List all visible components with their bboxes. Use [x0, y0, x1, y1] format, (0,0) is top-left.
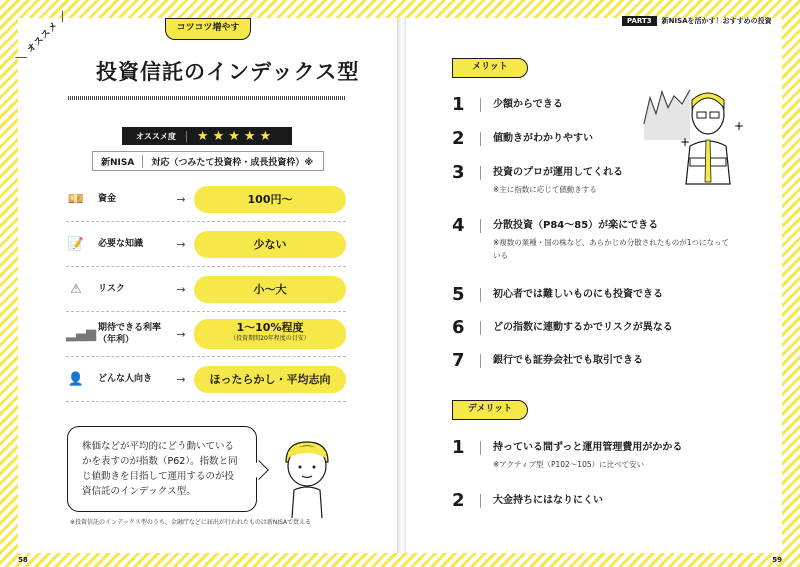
nisa-value: 対応（つみたて投資枠・成長投資枠）※ — [151, 157, 314, 168]
list-item — [452, 351, 752, 371]
item-text: 分散投資（P84〜85）が楽にできる — [493, 220, 659, 231]
attribute-row — [66, 177, 346, 222]
item-text: 持っている間ずっと運用管理費用がかかる — [493, 442, 683, 453]
bar-chart-icon: ▂▄▆ — [66, 326, 96, 342]
item-text: 大金持ちにはなりにくい — [493, 495, 603, 506]
attribute-label: リスク — [98, 284, 125, 294]
arrow-icon: → — [176, 237, 186, 251]
item-number: 6 — [452, 317, 465, 338]
list-item — [452, 216, 752, 262]
rating-label: オススメ度 — [122, 131, 187, 142]
attribute-value: 小〜大 — [194, 276, 346, 303]
list-item — [452, 163, 752, 196]
item-number: 4 — [452, 215, 465, 236]
page-title: 投資信託のインデックス型 — [96, 60, 360, 84]
attribute-value — [194, 319, 346, 349]
document-pen-icon: 📝 — [67, 236, 85, 252]
attribute-label: 期待できる利率（年利） — [98, 323, 162, 345]
person-icon: 👤 — [67, 371, 85, 387]
rating-box — [122, 127, 292, 145]
item-number: 2 — [452, 128, 465, 149]
attribute-label: 必要な知識 — [98, 239, 144, 249]
attribute-value: ほったらかし・平均志向 — [194, 366, 346, 393]
attribute-value-main: 1〜10%程度 — [236, 321, 304, 334]
item-text: 少額からできる — [493, 99, 563, 110]
list-item — [452, 318, 752, 338]
list-item — [452, 95, 752, 115]
header-title: 新NISAを活かす！おすすめの投資 — [661, 17, 772, 25]
attribute-row — [66, 222, 346, 267]
title-divider — [68, 96, 346, 100]
corner-label: ＼ オススメ ／ — [15, 9, 71, 66]
item-number: 3 — [452, 162, 465, 183]
part-badge: PART3 — [622, 16, 657, 26]
running-header — [622, 16, 772, 26]
arrow-icon: → — [176, 327, 186, 341]
attribute-value-sub: （投資期間20年程度の目安） — [230, 335, 310, 342]
speech-bubble: 株価などが平均的にどう動いているかを表すのが指数（P62）。指数と同じ値動きを目指して運用するのが投資信託のインデックス型。 — [67, 426, 257, 512]
nisa-box — [92, 151, 324, 171]
nisa-label: 新NISA — [93, 155, 143, 168]
attribute-value: 少ない — [194, 231, 346, 258]
item-number: 1 — [452, 437, 465, 458]
attribute-row — [66, 357, 346, 402]
money-icon: 💴 — [67, 191, 85, 207]
list-item — [452, 129, 752, 149]
merit-tag: メリット — [452, 58, 528, 78]
list-item — [452, 285, 752, 305]
item-text: 値動きがわかりやすい — [493, 133, 593, 144]
list-item — [452, 438, 752, 471]
attribute-table — [66, 177, 346, 402]
item-number: 2 — [452, 490, 465, 511]
item-note: ※複数の業種・国の株など、あらかじめ分散されたものが1つになっている — [493, 238, 730, 260]
item-note: ※主に指数に応じて値動きする — [493, 185, 597, 194]
page-number-right: 59 — [772, 556, 782, 564]
item-text: 初心者では難しいものにも投資できる — [493, 289, 663, 300]
attribute-value: 100円〜 — [194, 186, 346, 213]
arrow-icon: → — [176, 372, 186, 386]
item-number: 1 — [452, 94, 465, 115]
arrow-icon: → — [176, 192, 186, 206]
list-item — [452, 491, 752, 511]
attribute-row — [66, 312, 346, 357]
page-number-left: 58 — [18, 556, 28, 564]
star-rating-icon: ★★★★★ — [196, 128, 276, 144]
footnote: ※投資信託のインデックス型のうち、金融庁などに届出が行われたものは新NISAで買える — [70, 519, 312, 526]
item-text: 投資のプロが運用してくれる — [493, 167, 623, 178]
warning-icon: ⚠ — [70, 281, 82, 297]
attribute-label: どんな人向き — [98, 374, 153, 384]
attribute-label: 資金 — [98, 194, 117, 204]
character-illustration-icon — [272, 440, 342, 520]
item-text: どの指数に連動するかでリスクが異なる — [493, 322, 673, 333]
attribute-row — [66, 267, 346, 312]
category-tag: コツコツ増やす — [165, 18, 251, 40]
item-text: 銀行でも証券会社でも取引できる — [493, 355, 643, 366]
svg-text:+: + — [734, 119, 745, 133]
svg-text:+: + — [680, 135, 691, 149]
arrow-icon: → — [176, 282, 186, 296]
demerit-tag: デメリット — [452, 400, 528, 420]
book-spine — [398, 18, 406, 553]
item-number: 7 — [452, 350, 465, 371]
item-note: ※アクティブ型（P102〜105）に比べて安い — [493, 460, 645, 469]
item-number: 5 — [452, 284, 465, 305]
